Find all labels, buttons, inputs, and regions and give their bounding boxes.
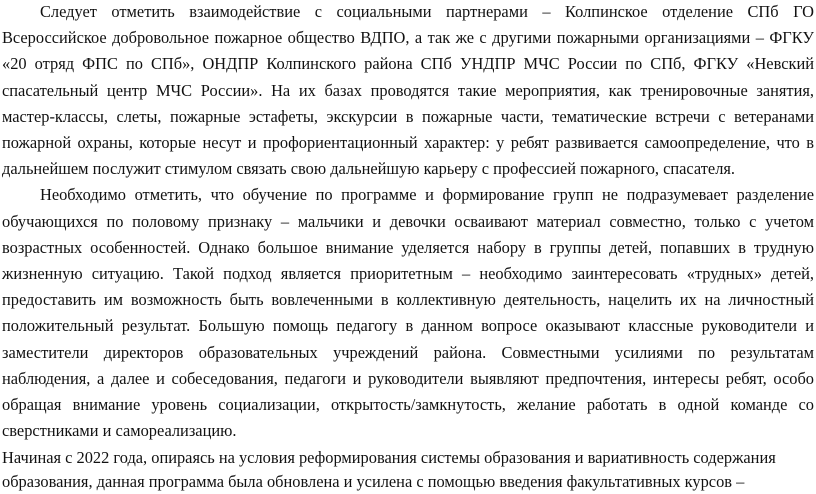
paragraph-program-update: Начиная с 2022 года, опираясь на условия реформирования системы образования и вариативность содержания образования, данная программа была обновлена и усилена с помощью введения факультативных курсов – xyxy=(2,448,776,492)
document-page xyxy=(2,0,814,494)
paragraph-social-partners: Следует отметить взаимодействие с социальными партнерами – Колпинское отделение СПб ГО Всероссийское добровольное пожарное общество ВДПО, а так же с другими пожарными организациями – ФГКУ «20 отряд ФПС по СПб», ОНДПР Колпинского района СПб УНДПР МЧС России по СПб, ФГКУ «Невский спасательный центр МЧС России». На их базах проводятся такие мероприятия, как тренировочные занятия, мастер-классы, слеты, пожарные эстафеты, экскурсии в пожарные части, тематические встречи с ветеранами пожарной охраны, которые несут и профориентационный характер: у ребят развивается самоопределение, что в дальнейшем послужит стимулом связать свою дальнейшую карьеру с профессией пожарного, спасателя. xyxy=(2,2,814,179)
paragraph-group-formation: Необходимо отметить, что обучение по программе и формирование групп не подразумевает разделение обучающихся по половому признаку – мальчики и девочки осваивают материал совместно, только с учетом возрастных особенностей. Однако большое внимание уделяется набору в группы детей, попавших в трудную жизненную ситуацию. Такой подход является приоритетным – необходимо заинтересовать «трудных» детей, предоставить им возможность быть вовлеченными в коллективную деятельность, нацелить их на личностный положительный результат. Большую помощь педагогу в данном вопросе оказывают классные руководители и заместители директоров образовательных учреждений района. Совместными усилиями по результатам наблюдения, а далее и собеседования, педагоги и руководители выявляют предпочтения, интересы ребят, особо обращая внимание уровень социализации, открытость/замкнутость, желание работать в одной команде со сверстниками и самореализацию. xyxy=(2,185,814,441)
